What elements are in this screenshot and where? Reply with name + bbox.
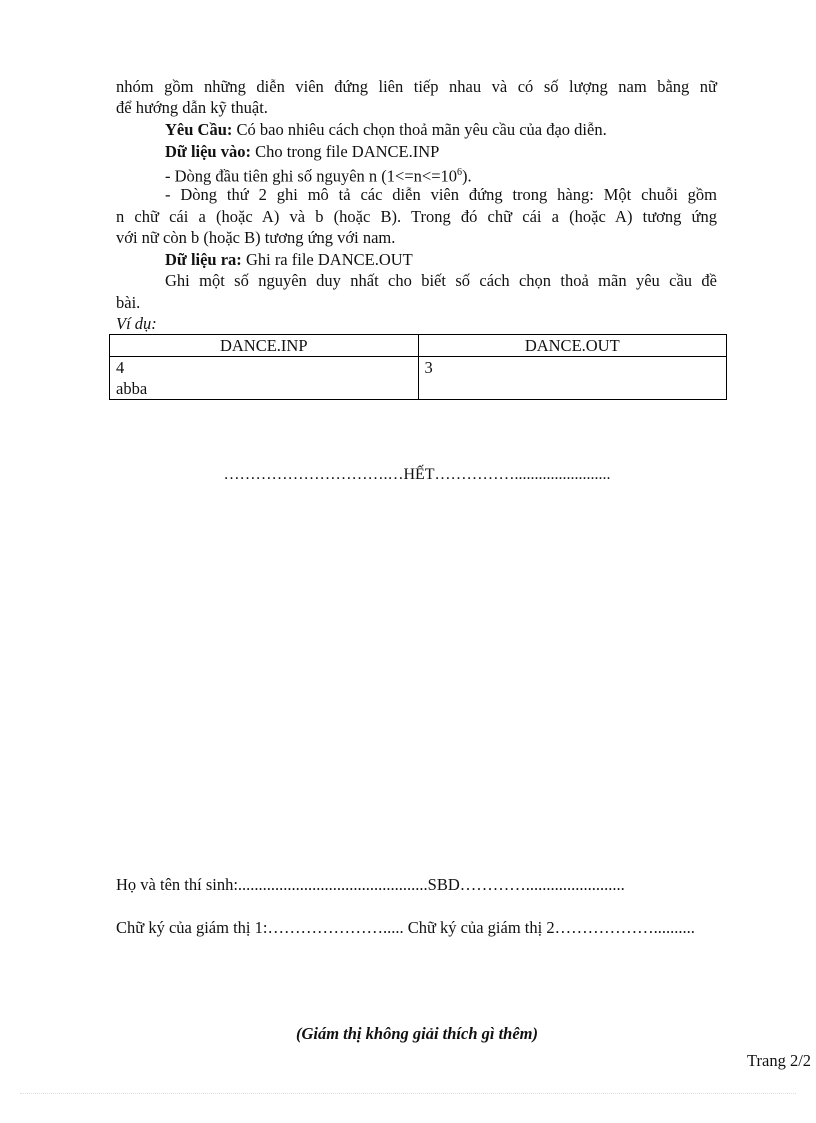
paragraph-line: để hướng dẫn kỹ thuật. xyxy=(116,98,268,117)
paragraph-line: - Dòng thứ 2 ghi mô tả các diễn viên đứng trong hàng: Một chuỗi gồm xyxy=(165,185,717,204)
input-text: Cho trong file DANCE.INP xyxy=(250,142,440,161)
input-first-line xyxy=(165,162,472,187)
end-mark: ………………………….…HẾT……………........................ xyxy=(223,466,611,483)
paragraph-line: bài. xyxy=(116,293,141,312)
table-header: DANCE.OUT xyxy=(418,335,727,357)
input-label: Dữ liệu vào: xyxy=(165,142,251,161)
output-label: Dữ liệu ra: xyxy=(165,250,242,269)
example-table xyxy=(109,334,727,400)
first-line-end: ). xyxy=(462,166,472,186)
cell-line: abba xyxy=(116,379,148,398)
table-row xyxy=(110,357,727,400)
table-header: DANCE.INP xyxy=(110,335,419,357)
proctor-signature-line: Chữ ký của giám thị 1:…………………..... Chữ ký của giám thị 2……………….......... xyxy=(116,918,695,937)
output-cell xyxy=(418,357,727,400)
example-label: Ví dụ: xyxy=(116,314,157,333)
output-heading-line xyxy=(165,249,413,270)
paragraph-line: với nữ còn b (hoặc B) tương ứng với nam. xyxy=(116,228,396,247)
table-header-row xyxy=(110,335,727,357)
cell-line: 4 xyxy=(116,358,125,377)
requirement-line xyxy=(165,119,607,140)
input-cell xyxy=(110,357,419,400)
first-line-text: - Dòng đầu tiên ghi số nguyên n (1<=n<=10 xyxy=(165,166,458,186)
paragraph-line: nhóm gồm những diễn viên đứng liên tiếp nhau và có số lượng nam bằng nữ xyxy=(116,77,717,96)
cell-line: 3 xyxy=(424,358,433,377)
exponent: 6 xyxy=(457,167,463,178)
paragraph-line: Ghi một số nguyên duy nhất cho biết số cách chọn thoả mãn yêu cầu đề xyxy=(165,271,717,290)
output-text: Ghi ra file DANCE.OUT xyxy=(241,250,413,269)
candidate-info-line: Họ và tên thí sinh:..............................................SBD…………........................ xyxy=(116,875,625,894)
requirement-label: Yêu Cầu: xyxy=(165,120,233,139)
page-number: Trang 2/2 xyxy=(747,1051,812,1070)
requirement-text: Có bao nhiêu cách chọn thoả mãn yêu cầu của đạo diễn. xyxy=(232,120,607,139)
paragraph-line: n chữ cái a (hoặc A) và b (hoặc B). Trong đó chữ cái a (hoặc A) tương ứng xyxy=(116,207,717,226)
input-heading-line xyxy=(165,141,439,162)
page-bottom-divider xyxy=(20,1093,796,1094)
closing-note: (Giám thị không giải thích gì thêm) xyxy=(295,1024,539,1043)
